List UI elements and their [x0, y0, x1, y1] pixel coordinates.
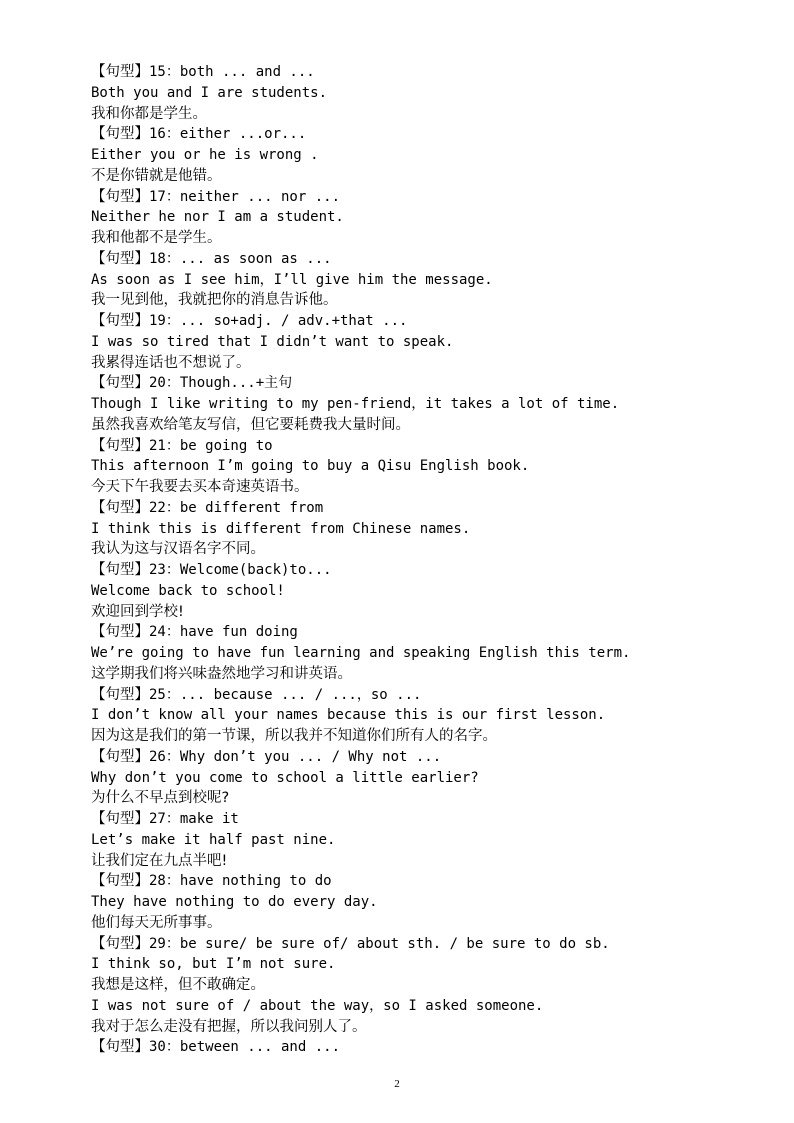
pattern-text: 22：be different from [149, 499, 324, 516]
pattern-tag: 【句型】 [91, 686, 149, 703]
english-example: I think so, but I’m not sure. [91, 956, 336, 973]
chinese-translation: 我和他都不是学生。 [91, 230, 222, 246]
page-number: 2 [394, 1078, 400, 1090]
pattern-heading [91, 62, 711, 83]
english-example: Though I like writing to my pen-friend，it takes a lot of time. [91, 396, 620, 412]
chinese-translation: 我对于怎么走没有把握，所以我问别人了。 [91, 1018, 367, 1035]
chinese-translation: 不是你错就是他错。 [91, 167, 222, 184]
chinese-translation: 这学期我们将兴味盎然地学习和讲英语。 [91, 665, 352, 682]
pattern-tag: 【句型】 [91, 935, 149, 952]
chinese-translation: 我一见到他，我就把你的消息告诉他。 [91, 292, 338, 309]
english-example: Either you or he is wrong . [91, 147, 319, 163]
english-example: Welcome back to school! [91, 582, 285, 599]
pattern-heading [91, 747, 711, 768]
english-example: I don’t know all your names because this is our first lesson. [91, 707, 606, 724]
pattern-heading [91, 187, 711, 208]
english-example: Why don’t you come to school a little earlier? [91, 769, 479, 786]
pattern-heading [91, 436, 711, 457]
pattern-heading [91, 809, 711, 830]
pattern-tag: 【句型】 [91, 562, 149, 578]
english-example: They have nothing to do every day. [91, 894, 378, 910]
pattern-text: 16：either ...or... [149, 126, 307, 143]
english-example: As soon as I see him，I’ll give him the message. [91, 271, 493, 288]
pattern-heading [91, 871, 711, 892]
sentence-pattern-list [91, 62, 711, 1058]
english-example: I think this is different from Chinese names. [91, 520, 471, 537]
pattern-text: 24：have fun doing [149, 624, 298, 641]
chinese-translation: 我和你都是学生。 [91, 105, 207, 122]
pattern-tag: 【句型】 [91, 64, 149, 80]
chinese-translation: 让我们定在九点半吧! [91, 852, 228, 869]
pattern-text: 29：be sure/ be sure of/ about sth. / be sure to do sb. [149, 935, 610, 952]
pattern-text: 19：... so+adj. / adv.+that ... [149, 313, 408, 329]
pattern-text: 15：both ... and ... [149, 64, 315, 80]
pattern-tag: 【句型】 [91, 313, 149, 329]
pattern-tag: 【句型】 [91, 499, 149, 516]
english-example: I was so tired that I didn’t want to speak. [91, 333, 454, 350]
pattern-text: 17：neither ... nor ... [149, 188, 341, 205]
chinese-translation: 我认为这与汉语名字不同。 [91, 541, 265, 558]
pattern-tag: 【句型】 [91, 748, 149, 765]
english-example: Neither he nor I am a student. [91, 209, 344, 226]
english-example: I was not sure of / about the way，so I asked someone. [91, 997, 544, 1014]
pattern-heading [91, 622, 711, 643]
pattern-heading [91, 560, 711, 581]
pattern-heading [91, 1037, 711, 1058]
pattern-text: 18：... as soon as ... [149, 250, 332, 267]
pattern-heading [91, 934, 711, 955]
english-example: This afternoon I’m going to buy a Qisu English book. [91, 458, 530, 475]
pattern-tag: 【句型】 [91, 126, 149, 143]
pattern-text: 30：between ... and ... [149, 1039, 341, 1056]
pattern-tag: 【句型】 [91, 1039, 149, 1056]
chinese-translation: 虽然我喜欢给笔友写信，但它要耗费我大量时间。 [91, 416, 410, 433]
english-example: Both you and I are students. [91, 84, 328, 101]
english-example: We’re going to have fun learning and speaking English this term. [91, 645, 631, 661]
pattern-tag: 【句型】 [91, 375, 149, 392]
pattern-heading [91, 373, 711, 394]
pattern-tag: 【句型】 [91, 437, 149, 454]
chinese-translation: 为什么不早点到校呢? [91, 790, 230, 807]
chinese-translation: 我想是这样，但不敢确定。 [91, 977, 265, 993]
pattern-heading [91, 685, 711, 706]
pattern-tag: 【句型】 [91, 188, 149, 205]
pattern-text: 23：Welcome(back)to... [149, 562, 332, 578]
pattern-heading [91, 498, 711, 519]
pattern-text: 20：Though...+主句 [149, 375, 293, 392]
pattern-tag: 【句型】 [91, 811, 149, 827]
pattern-tag: 【句型】 [91, 250, 149, 267]
pattern-text: 28：have nothing to do [149, 873, 332, 890]
pattern-text: 21：be going to [149, 437, 273, 454]
pattern-text: 25：... because ... / ...，so ... [149, 686, 422, 703]
pattern-heading [91, 249, 711, 270]
chinese-translation: 他们每天无所事事。 [91, 914, 222, 931]
chinese-translation: 我累得连话也不想说了。 [91, 354, 251, 371]
chinese-translation: 今天下午我要去买本奇速英语书。 [91, 479, 309, 495]
pattern-tag: 【句型】 [91, 873, 149, 890]
pattern-heading [91, 124, 711, 145]
pattern-tag: 【句型】 [91, 624, 149, 641]
pattern-heading [91, 311, 711, 332]
chinese-translation: 因为这是我们的第一节课，所以我并不知道你们所有人的名字。 [91, 728, 497, 744]
english-example: Let’s make it half past nine. [91, 831, 336, 848]
pattern-text: 26：Why don’t you ... / Why not ... [149, 748, 442, 765]
chinese-translation: 欢迎回到学校! [91, 603, 184, 620]
pattern-text: 27：make it [149, 811, 239, 827]
